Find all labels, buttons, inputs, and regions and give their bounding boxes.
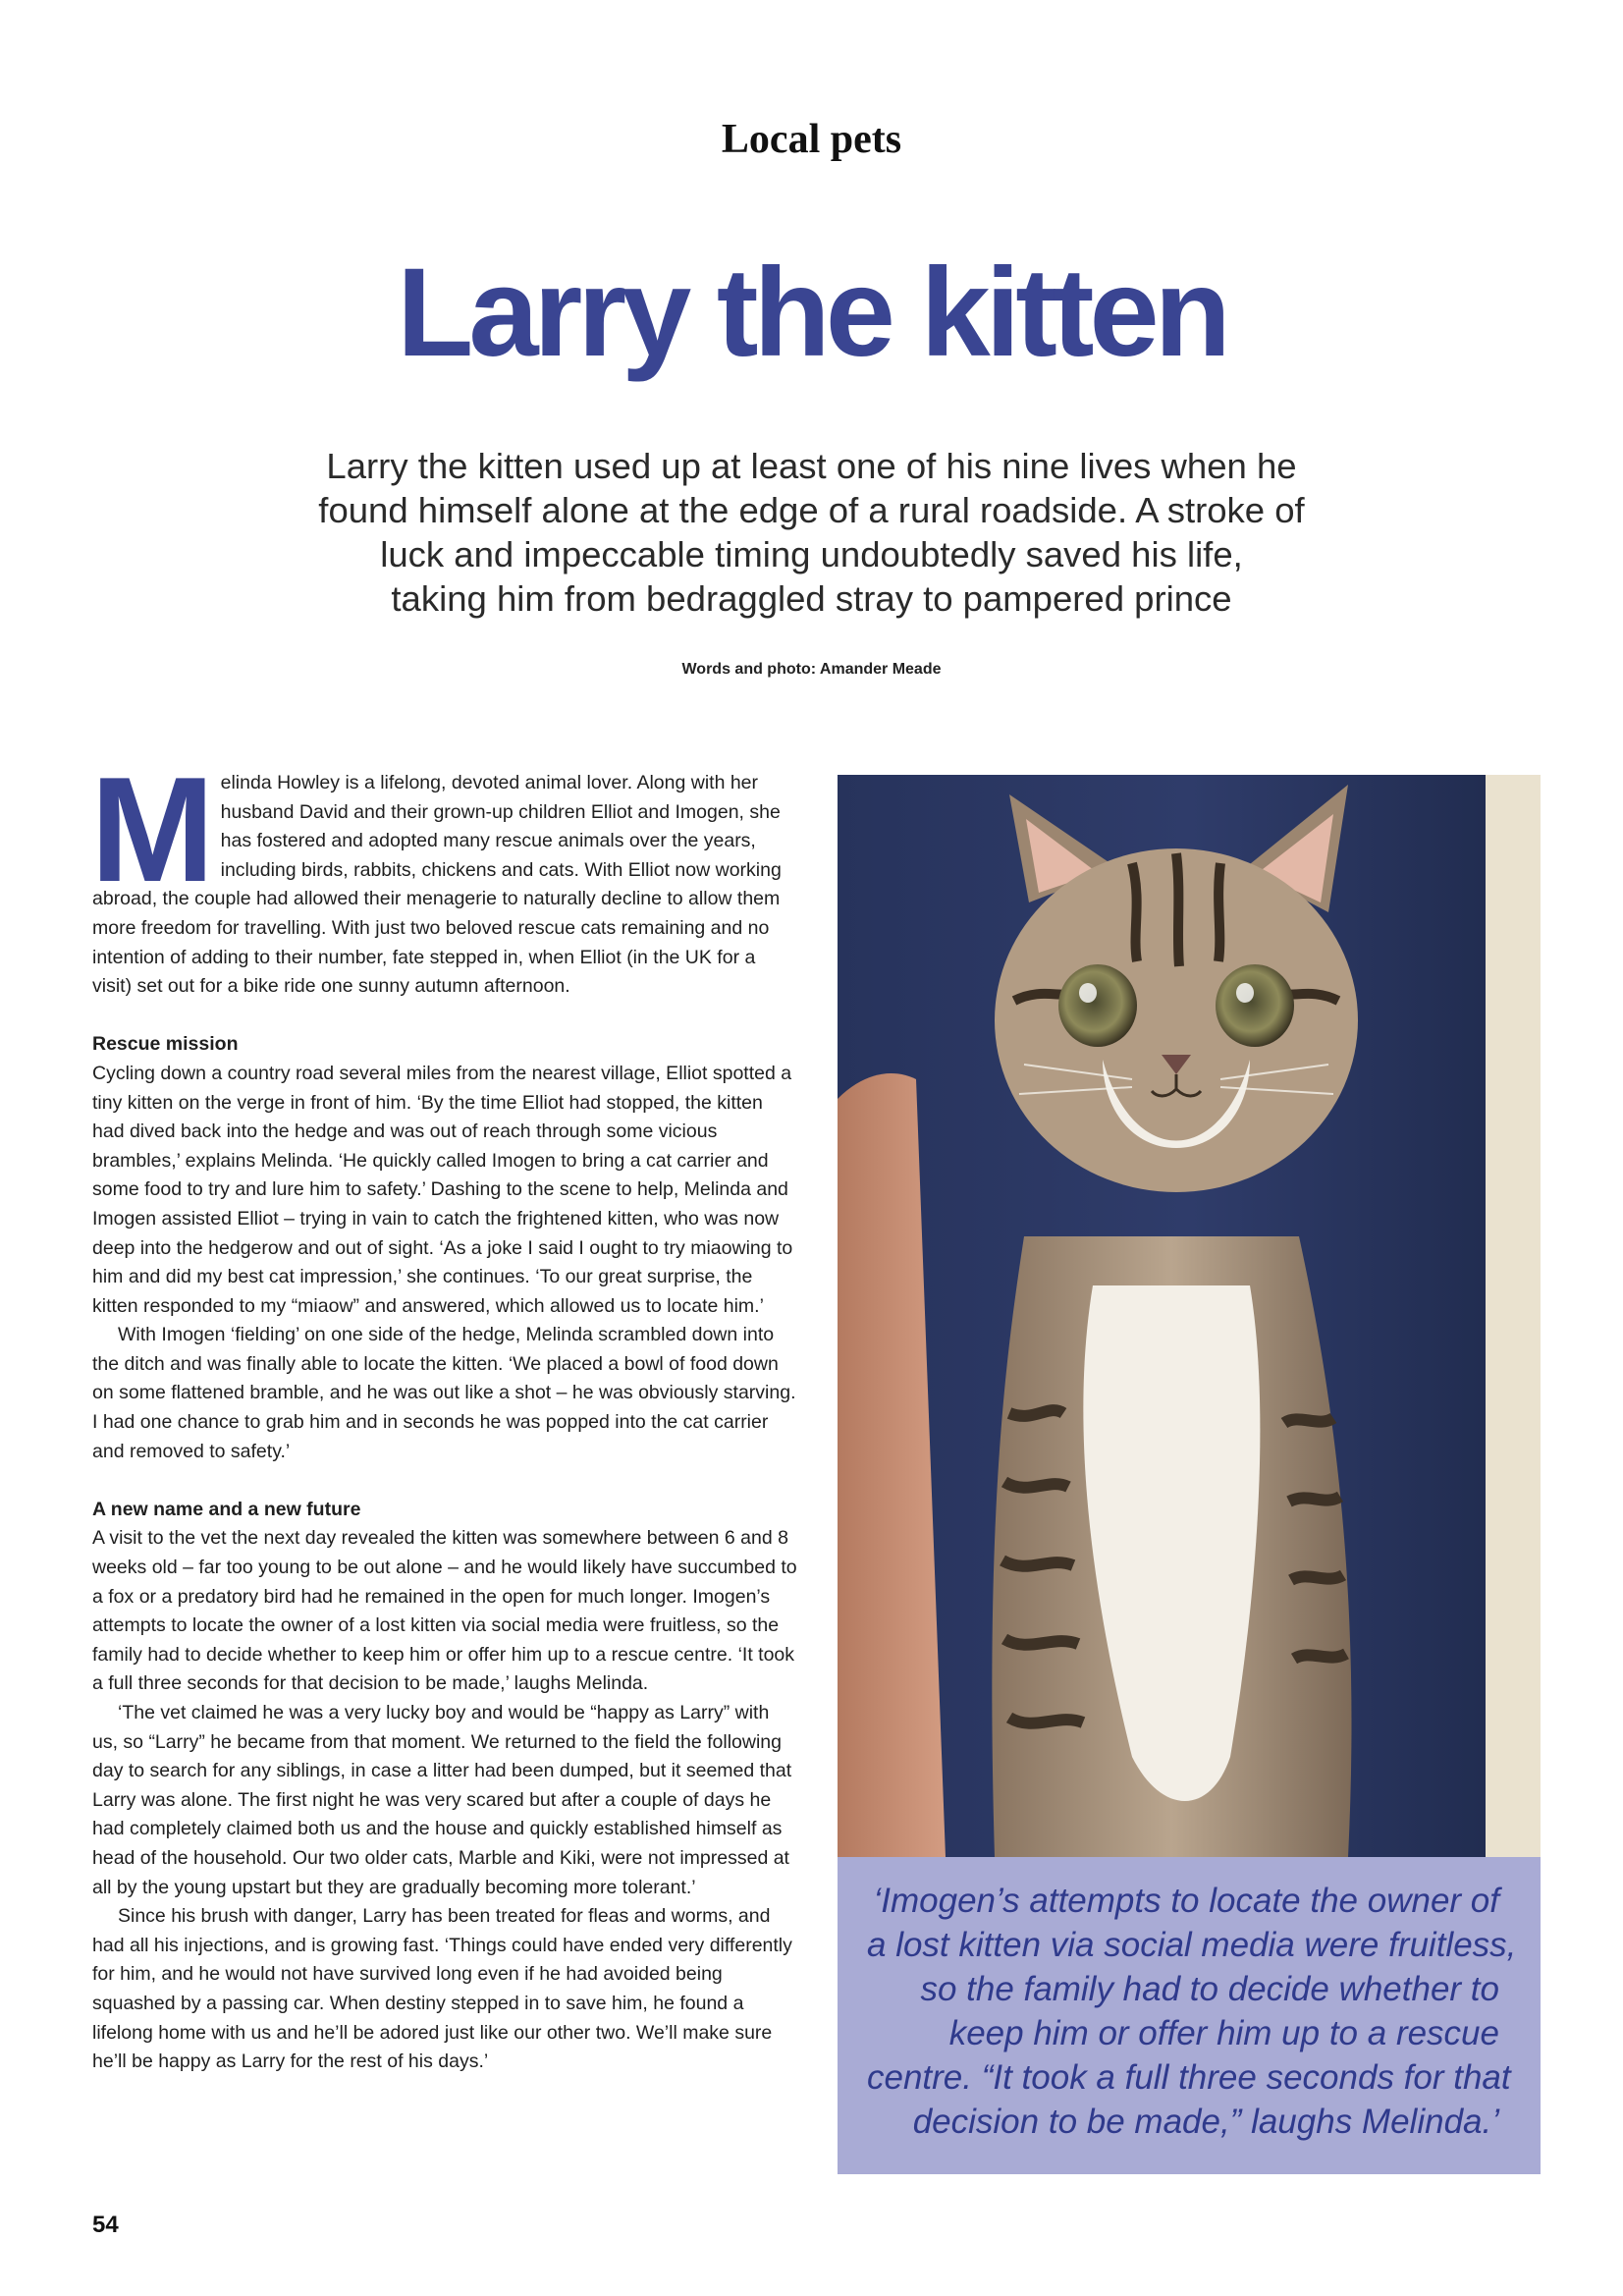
body-paragraph: Since his brush with danger, Larry has been treated for fleas and worms, and had all his injections, and is growing fast. ‘Things could have ended very differently for him, and he would not have survived long even if he had avoided being squashed by a passing car. When destiny stepped in to save him, he found a lifelong home with us and he’ll be adored just like our other two. We’ll make sure he’ll be happy as Larry for the rest of his days.’ [92, 1905, 792, 2073]
standfirst-line: luck and impeccable timing undoubtedly saved his life, [380, 534, 1243, 574]
pull-quote-line: a lost kitten via social media were fruitless, [867, 1926, 1517, 1964]
drop-cap: M [90, 746, 211, 913]
standfirst-line: Larry the kitten used up at least one of his nine lives when he [326, 446, 1297, 486]
page-number: 54 [92, 2212, 119, 2238]
body-paragraph: Cycling down a country road several miles from the nearest village, Elliot spotted a tiny kitten on the verge in front of him. ‘By the time Elliot had stopped, the kitten had dived back into the hedge and was out of reach through some vicious brambles,’ explains Melinda. ‘He quickly called Imogen to bring a cat carrier and some food to try and lure him to safety.’ Dashing to the scene to help, Melinda and Imogen assisted Elliot – trying in vain to catch the frightened kitten, who was now deep into the hedgerow and out of sight. ‘As a joke I said I ought to try miaowing to him and did my best cat impression,’ she continues. ‘To our great surprise, the kitten responded to my “miaow” and answered, which allowed us to locate him.’ [92, 1062, 793, 1317]
kitten-photo [838, 775, 1541, 1857]
body-paragraph: A visit to the vet the next day revealed the kitten was somewhere between 6 and 8 weeks old – far too young to be out alone – and he would likely have succumbed to a fox or a predatory bird had he remained in the open for much longer. Imogen’s attempts to locate the owner of a lost kitten via social media were fruitless, so the family had to decide whether to keep him or offer him up to a rescue centre. ‘It took a full three seconds for that decision to be made,’ laughs Melinda. [92, 1527, 797, 1695]
pull-quote-line: decision to be made,” laughs Melinda.’ [912, 2103, 1499, 2141]
body-paragraph: With Imogen ‘fielding’ on one side of the hedge, Melinda scrambled down into the ditch and was finally able to locate the kitten. ‘We placed a bowl of food down on some flattened bramble, and he was out like a shot – he was obviously starving. I had one chance to grab him and in seconds he was popped into the cat carrier and removed to safety.’ [92, 1324, 796, 1462]
article-body [90, 746, 799, 2077]
intro-text: elinda Howley is a lifelong, devoted animal lover. Along with her husband David and their grown-up children Elliot and Imogen, she has fostered and adopted many rescue animals over the years, including birds, rabbits, chickens and cats. With Elliot now working abroad, the couple had allowed their menagerie to naturally decline to allow them more freedom for travelling. With just two beloved rescue cats remaining and no intention of adding to their number, fate stepped in, when Elliot (in the UK for a visit) set out for a bike ride one sunny autumn afternoon. [92, 772, 782, 998]
section-label: Local pets [721, 117, 902, 162]
byline-credit: Words and photo: Amander Meade [681, 661, 942, 678]
subheading-rescue-mission: Rescue mission [92, 1033, 239, 1056]
standfirst [295, 444, 1328, 621]
pull-quote-line: ‘Imogen’s attempts to locate the owner of [873, 1882, 1499, 1920]
standfirst-line: taking him from bedraggled stray to pampered prince [391, 578, 1232, 619]
article-title: Larry the kitten [397, 243, 1226, 383]
pull-quote-line: keep him or offer him up to a rescue [948, 2014, 1499, 2052]
standfirst-line: found himself alone at the edge of a rural roadside. A stroke of [318, 490, 1305, 530]
pull-quote-box [838, 1857, 1541, 2174]
pull-quote [867, 1879, 1517, 2144]
pull-quote-line: so the family had to decide whether to [920, 1970, 1499, 2008]
intro-paragraph [90, 746, 799, 1002]
body-paragraph: ‘The vet claimed he was a very lucky boy and would be “happy as Larry” with us, so “Larry” he became from that moment. We returned to the field the following day to search for any siblings, in case a litter had been dumped, but it seemed that Larry was alone. The first night he was very scared but after a couple of days he had completely claimed both us and the house and quickly established himself as head of the household. Our two older cats, Marble and Kiki, were not impressed at all by the young upstart but they are gradually becoming more tolerant.’ [92, 1702, 792, 1898]
pull-quote-line: centre. “It took a full three seconds for that [867, 2058, 1511, 2097]
subheading-new-name: A new name and a new future [92, 1498, 361, 1520]
